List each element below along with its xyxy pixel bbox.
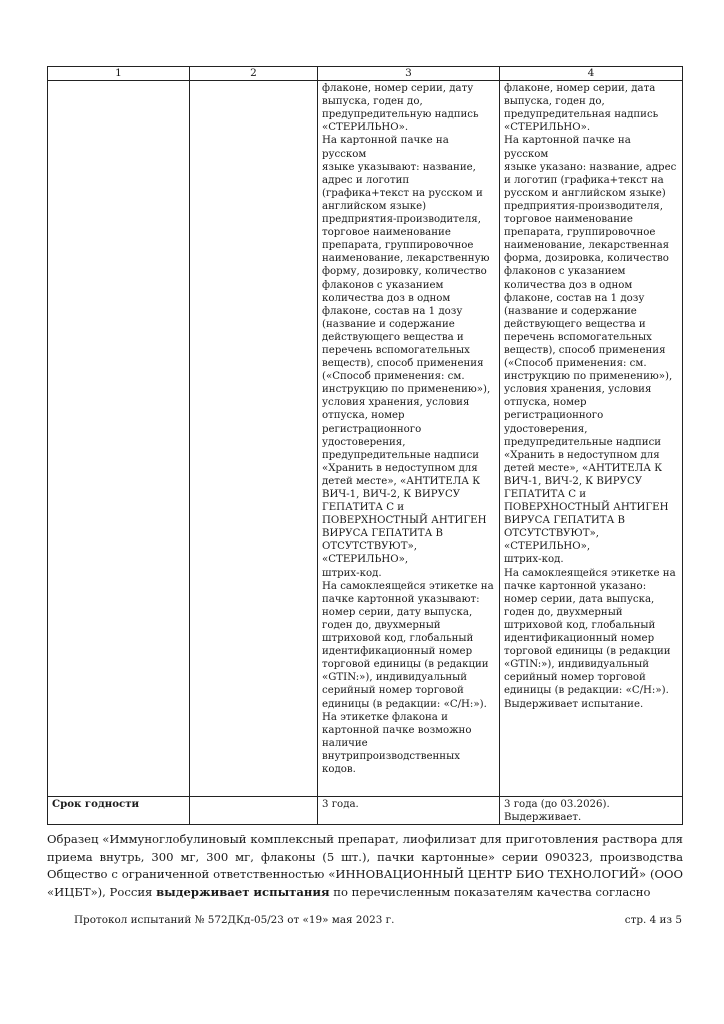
shelf-life-label: Срок годности bbox=[48, 797, 190, 825]
protocol-reference: Протокол испытаний № 572ДКд-05/23 от «19» мая 2023 г. bbox=[74, 914, 395, 926]
labeling-requirements: флаконе, номер серии, дату выпуска, годен до, предупредительную надпись «СТЕРИЛЬНО». На картонной пачке на русском языке указывают: название, адрес и логотип (графика+текст на русском и английском языке) предприятия-производителя, торговое наименование препарата, группировочное наименование, лекарственную форму, дозировку, количество флаконов с указанием количества доз в одном флаконе, состав на 1 дозу (название и содержание действующего вещества и перечень вспомогательных веществ), способ применения («Способ применения: см. инструкцию по применению»), условия хранения, условия отпуска, номер регистрационного удостоверения, предупредительные надписи «Хранить в недоступном для детей месте», «АНТИТЕЛА К ВИЧ-1, ВИЧ-2, К ВИРУСУ ГЕПАТИТА С и ПОВЕРХНОСТНЫЙ АНТИГЕН ВИРУСА ГЕПАТИТА В ОТСУТСТВУЮТ», «СТЕРИЛЬНО», штрих-код. На самоклеящейся этикетке на пачке картонной указывают: номер серии, дату выпуска, годен до, двухмерный штриховой код, глобальный идентификационный номер торговой единицы (в редакции «GTIN:»), индивидуальный серийный номер торговой единицы (в редакции: «С/Н:»). На этикетке флакона и картонной пачке возможно наличие внутрипроизводственных кодов. bbox=[318, 81, 500, 797]
conclusion-verdict: выдерживает испытания bbox=[156, 884, 330, 899]
conclusion-paragraph bbox=[47, 831, 683, 901]
conclusion-text-start: Образец «Иммуноглобулиновый комплексный препарат, лиофилизат для приготовления раствора для приема внутрь, 300 мг, 300 мг, флаконы (5 шт.), пачки картонные» серии 090323, производства Общество с ограниченной ответственностью «ИННОВАЦИОННЫЙ ЦЕНТР БИО ТЕХНОЛОГИЙ» (ООО «ИЦБТ»), Россия bbox=[47, 832, 683, 899]
header-col-3: 3 bbox=[318, 67, 500, 81]
header-col-4: 4 bbox=[500, 67, 683, 81]
table-header-row bbox=[48, 67, 683, 81]
table-row-labeling bbox=[48, 81, 683, 797]
shelf-life-result: 3 года (до 03.2026). Выдерживает. bbox=[500, 797, 683, 825]
shelf-life-requirement: 3 года. bbox=[318, 797, 500, 825]
labeling-col-2 bbox=[190, 81, 318, 797]
labeling-col-1 bbox=[48, 81, 190, 797]
labeling-results: флаконе, номер серии, дата выпуска, годен до, предупредительная надпись «СТЕРИЛЬНО». На картонной пачке на русском языке указано: название, адрес и логотип (графика+текст на русском и английском языке) предприятия-производителя, торговое наименование препарата, группировочное наименование, лекарственная форма, дозировка, количество флаконов с указанием количества доз в одном флаконе, состав на 1 дозу (название и содержание действующего вещества и перечень вспомогательных веществ), способ применения («Способ применения: см. инструкцию по применению»), условия хранения, условия отпуска, номер регистрационного удостоверения, предупредительные надписи «Хранить в недоступном для детей месте», «АНТИТЕЛА К ВИЧ-1, ВИЧ-2, К ВИРУСУ ГЕПАТИТА С и ПОВЕРХНОСТНЫЙ АНТИГЕН ВИРУСА ГЕПАТИТА В ОТСУТСТВУЮТ», «СТЕРИЛЬНО», штрих-код. На самоклеящейся этикетке на пачке картонной указано: номер серии, дата выпуска, годен до, двухмерный штриховой код, глобальный идентификационный номер торговой единицы (в редакции «GTIN:»), индивидуальный серийный номер торговой единицы (в редакции: «С/Н:»). Выдерживает испытание. bbox=[500, 81, 683, 797]
conclusion-text-end: по перечисленным показателям качества согласно bbox=[329, 884, 651, 899]
page-number: стр. 4 из 5 bbox=[624, 914, 682, 926]
table-row-shelf-life bbox=[48, 797, 683, 825]
page-footer bbox=[74, 914, 682, 926]
shelf-life-col-2 bbox=[190, 797, 318, 825]
header-col-2: 2 bbox=[190, 67, 318, 81]
test-results-table bbox=[47, 66, 683, 825]
header-col-1: 1 bbox=[48, 67, 190, 81]
